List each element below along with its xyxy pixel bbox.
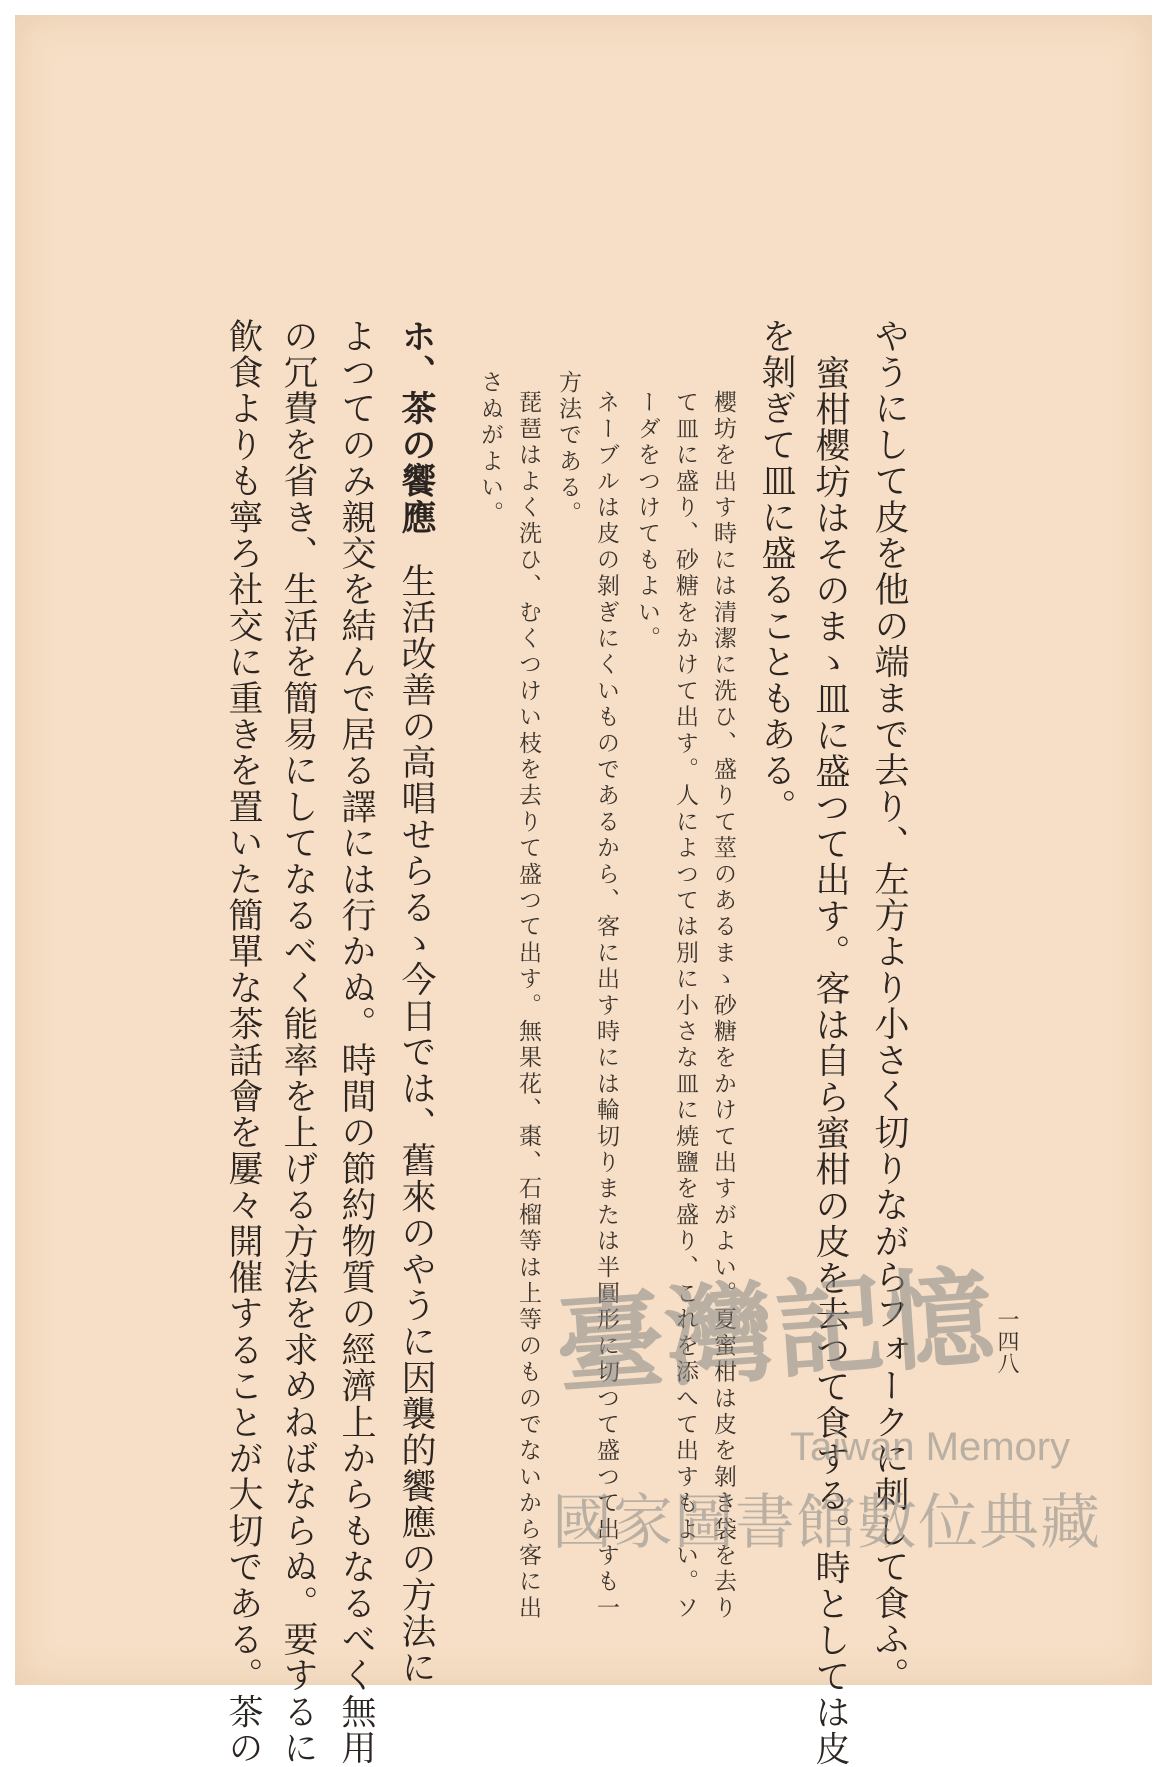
page-number: 一四八 <box>994 1308 1019 1374</box>
body-column-4: よつてのみ親交を結んで居る譯には行かぬ。時間の節約物質の經濟上からもなるべく無用 <box>336 318 376 1766</box>
note-column-5: 方法である。 <box>555 370 581 528</box>
body-column-5: の冗費を省き、生活を簡易にしてなるべく能率を上げる方法を求めねばならぬ。要するに <box>278 318 318 1766</box>
body-column-3: を剝ぎて皿に盛ることもある。 <box>756 318 796 825</box>
note-column-1: 櫻坊を出す時には清潔に洗ひ、盛りて莖のあるまゝ砂糖をかけて出すがよい。夏蜜柑は皮を剝き袋を去り <box>710 390 736 1622</box>
note-column-7: さぬがよい。 <box>477 370 503 528</box>
watermark-library: 國家圖書館數位典藏 <box>552 1489 1101 1556</box>
section-text: 生活改善の高唱せらるゝ今日では、舊來のやうに因襲的饗應の方法に <box>396 563 436 1686</box>
watermark-title: 臺灣記憶 <box>551 1253 1000 1411</box>
body-column-6: 飮食よりも寧ろ社交に重きを置いた簡單な茶話會を屢々開催することが大切である。茶の <box>223 318 263 1766</box>
body-column-1: やうにして皮を他の端まで去り、左方より小さく切りながらフォークに刺して食ふ。 <box>869 318 909 1694</box>
section-column <box>396 318 437 1686</box>
body-column-2: 蜜柑櫻坊はそのまゝ皿に盛つて出す。客は自ら蜜柑の皮を去つて食する。時としては皮 <box>810 355 850 1767</box>
note-column-3: ーダをつけてもよい。 <box>634 390 660 652</box>
note-column-6: 琵琶はよく洗ひ、むくつけい枝を去りて盛つて出す。無果花、棗、石榴等は上等のものでないから客に出 <box>515 390 541 1622</box>
section-heading: ホ、茶の饗應 <box>396 318 437 536</box>
watermark-english: Taiwan Memory <box>790 1425 1071 1469</box>
note-column-2: て皿に盛り、砂糖をかけて出す。人によつては別に小さな皿に焼鹽を盛り、これを添へて出すもよい。ソ <box>672 390 698 1622</box>
note-column-4: ネーブルは皮の剝ぎにくいものであるから、客に出す時には輪切りまたは半圓形に切つて盛つて出すも一 <box>593 390 619 1622</box>
